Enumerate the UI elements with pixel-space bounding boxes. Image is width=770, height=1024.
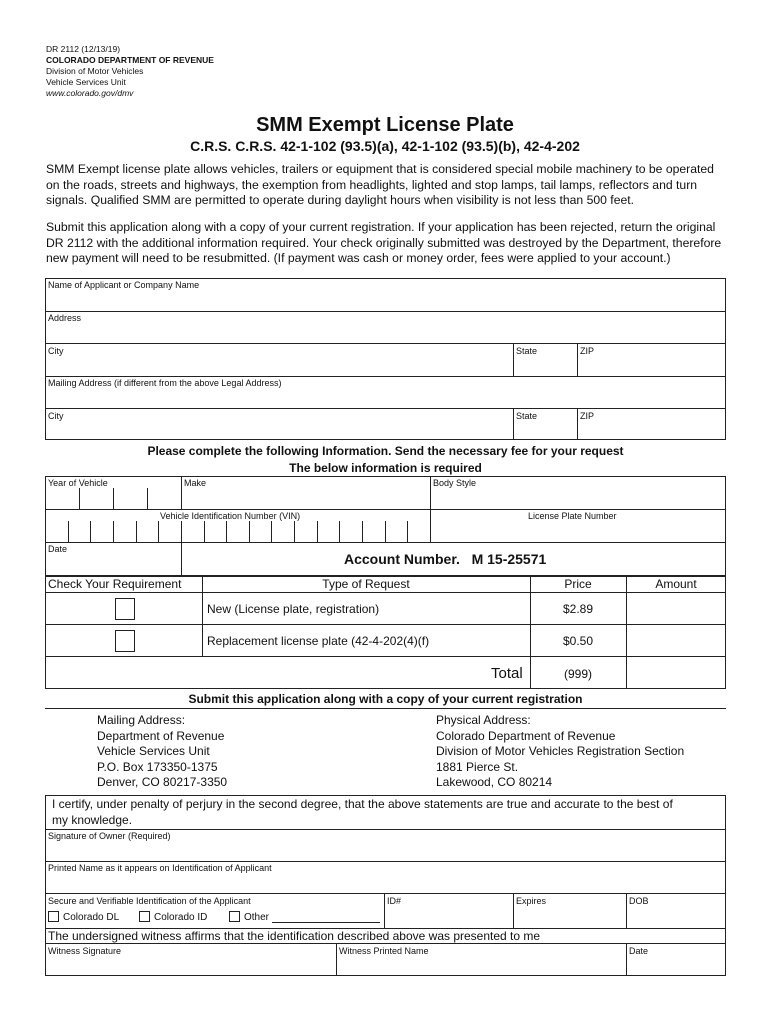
vin-cell-divider — [294, 521, 295, 542]
address-line: Department of Revenue — [97, 728, 225, 743]
col-check: Check Your Requirement — [48, 577, 182, 591]
website: www.colorado.gov/dmv — [46, 88, 134, 98]
submit-paragraph — [46, 220, 736, 267]
certify-line: I certify, under penalty of perjury in the second degree, that the above statements are true and accurate to the best of — [52, 797, 673, 811]
witness-printed-name-field[interactable]: Witness Printed Name — [339, 946, 429, 956]
total-label: Total — [491, 665, 523, 682]
colorado-dl-label: Colorado DL — [63, 912, 120, 923]
vin-cell-divider — [204, 521, 205, 542]
total-value: (999) — [563, 667, 592, 681]
unit-name: Vehicle Services Unit — [46, 77, 126, 87]
form-title: SMM Exempt License Plate — [256, 114, 514, 136]
applicant-name-field[interactable]: Name of Applicant or Company Name — [48, 280, 200, 290]
col-price: Price — [564, 577, 592, 591]
dob-field[interactable]: DOB — [629, 896, 649, 906]
info-required: The below information is required — [289, 461, 482, 475]
year-field[interactable]: Year of Vehicle — [48, 478, 108, 488]
mailing-city-field[interactable]: City — [48, 411, 64, 421]
info-heading: Please complete the following Information. Send the necessary fee for your request — [147, 444, 624, 458]
vin-cell-divider — [158, 521, 159, 542]
intro-line: signals. Qualified SMM are permitted to operate during daylight hours when visibility is not less than 500 feet. — [46, 193, 635, 207]
mailing-zip-field[interactable]: ZIP — [580, 411, 595, 421]
address-line: 1881 Pierce St. — [436, 759, 519, 774]
request-price: $2.89 — [562, 602, 594, 616]
vin-cell-divider — [136, 521, 137, 542]
vin-cell-divider — [362, 521, 363, 542]
printed-name-field[interactable]: Printed Name as it appears on Identification of Applicant — [48, 863, 272, 873]
zip-field[interactable]: ZIP — [580, 346, 595, 356]
applicant-section — [45, 278, 726, 440]
col-type: Type of Request — [322, 577, 410, 591]
vin-cell-divider — [317, 521, 318, 542]
form-subtitle: C.R.S. C.R.S. 42-1-102 (93.5)(a), 42-1-102 (93.5)(b), 42-4-202 — [190, 138, 580, 154]
vin-cell-divider — [226, 521, 227, 542]
request-type: Replacement license plate (42-4-202(4)(f) — [207, 634, 430, 648]
vin-cell-divider — [407, 521, 408, 542]
address-line: Denver, CO 80217-3350 — [97, 775, 228, 789]
address-line: Division of Motor Vehicles Registration Section — [436, 744, 685, 758]
vin-cell-divider — [68, 521, 69, 542]
mailing-address — [97, 713, 227, 791]
certify-text — [52, 797, 673, 828]
header — [46, 44, 214, 99]
replacement-plate-checkbox[interactable] — [115, 630, 135, 652]
physical-address — [436, 713, 684, 791]
witness-date-field[interactable]: Date — [629, 946, 649, 956]
address-line: Vehicle Services Unit — [97, 744, 210, 758]
vin-cell-divider — [90, 521, 91, 542]
expires-field[interactable]: Expires — [516, 896, 547, 906]
address-field[interactable]: Address — [48, 313, 82, 323]
witness-signature-field[interactable]: Witness Signature — [48, 946, 122, 956]
address-line: Colorado Department of Revenue — [436, 728, 616, 743]
request-price: $0.50 — [562, 634, 594, 648]
address-line: Lakewood, CO 80214 — [436, 775, 553, 789]
submit-bar: Submit this application along with a copy of your current registration — [188, 692, 583, 706]
submit-line: Submit this application along with a copy of your current registration. If your application has been rejected, return the original — [46, 220, 716, 234]
col-amount: Amount — [655, 577, 697, 591]
form-id: DR 2112 (12/13/19) — [46, 44, 121, 54]
mailing-address-field[interactable]: Mailing Address (if different from the above Legal Address) — [48, 378, 282, 388]
division-name: Division of Motor Vehicles — [46, 66, 144, 76]
request-type: New (License plate, registration) — [207, 602, 380, 616]
vin-cell-divider — [113, 521, 114, 542]
department-name: COLORADO DEPARTMENT OF REVENUE — [46, 55, 214, 65]
date-field[interactable]: Date — [48, 544, 68, 554]
other-id-input[interactable] — [272, 922, 380, 923]
city-field[interactable]: City — [48, 346, 64, 356]
intro-paragraph — [46, 162, 736, 209]
intro-line: on the roads, streets and highways, the exemption from headlights, lighted and stop lamps, tail lamps, reflectors and turn — [46, 177, 698, 192]
other-id-checkbox[interactable] — [229, 911, 240, 922]
colorado-id-label: Colorado ID — [154, 912, 208, 923]
license-plate-field[interactable]: License Plate Number — [528, 511, 617, 521]
other-id-label: Other — [244, 912, 270, 923]
account-number: Account Number. M 15-25571 — [344, 551, 547, 567]
certify-line: my knowledge. — [52, 812, 133, 827]
vin-cell-divider — [385, 521, 386, 542]
address-line: Physical Address: — [436, 713, 531, 727]
owner-signature-field[interactable]: Signature of Owner (Required) — [48, 831, 171, 841]
new-plate-checkbox[interactable] — [115, 598, 135, 620]
submit-line: new payment will need to be resubmitted. (If payment was cash or money order, fees were applied to your account.) — [46, 251, 671, 265]
address-line: Mailing Address: — [97, 713, 186, 727]
vin-cell-divider — [249, 521, 250, 542]
identification-label: Secure and Verifiable Identification of the Applicant — [48, 896, 251, 906]
colorado-dl-checkbox[interactable] — [48, 911, 59, 922]
witness-affirmation: The undersigned witness affirms that the identification described above was presented to me — [48, 929, 541, 943]
vin-cell-divider — [181, 521, 182, 542]
vin-cell-divider — [271, 521, 272, 542]
make-field[interactable]: Make — [184, 478, 207, 488]
mailing-state-field[interactable]: State — [516, 411, 538, 421]
vin-field[interactable]: Vehicle Identification Number (VIN) — [160, 511, 301, 521]
submit-line: DR 2112 with the additional information required. Your check originally submitted was destroyed by the Department, therefore — [46, 235, 722, 250]
intro-line: SMM Exempt license plate allows vehicles, trailers or equipment that is considered special mobile machinery to be operated — [46, 162, 714, 176]
id-number-field[interactable]: ID# — [387, 896, 402, 906]
body-style-field[interactable]: Body Style — [433, 478, 477, 488]
colorado-id-checkbox[interactable] — [139, 911, 150, 922]
address-line: P.O. Box 173350-1375 — [97, 759, 218, 774]
vin-cell-divider — [339, 521, 340, 542]
state-field[interactable]: State — [516, 346, 538, 356]
